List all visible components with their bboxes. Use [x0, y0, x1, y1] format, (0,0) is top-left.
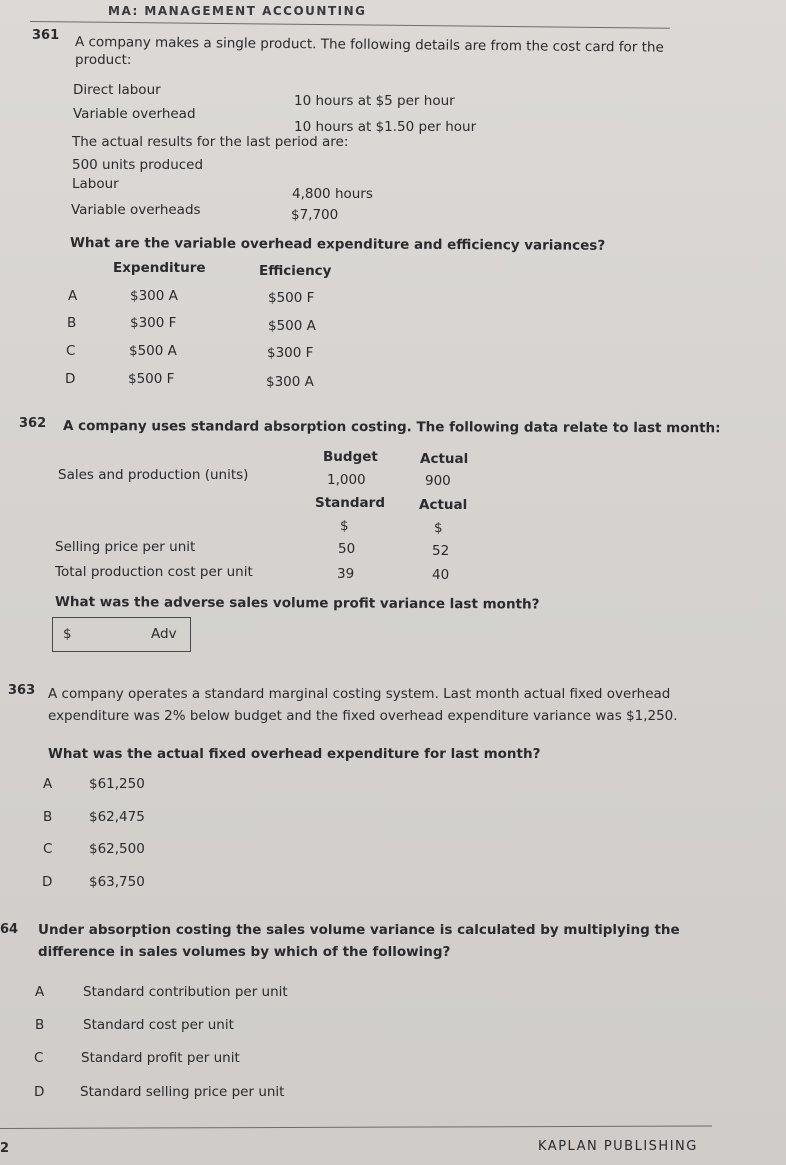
q364-option-b-text: Standard cost per unit: [83, 1017, 234, 1033]
q362-row-standard-1: 39: [337, 566, 355, 582]
q362-currency-standard: $: [340, 518, 349, 534]
q361-option-letter-a: A: [68, 288, 78, 304]
footer-rule: [0, 1126, 712, 1129]
q361-col-header-expenditure: Expenditure: [113, 260, 206, 276]
q363-option-letter-b: B: [43, 809, 53, 825]
q361-option-letter-d: D: [65, 371, 76, 387]
q362-units-budget: 1,000: [327, 472, 366, 488]
q362-answer-box[interactable]: [52, 617, 191, 652]
running-header: MA: MANAGEMENT ACCOUNTING: [108, 4, 367, 18]
q361-option-a-expenditure: $300 A: [130, 288, 178, 304]
q364-option-letter-a: A: [35, 984, 45, 1000]
q364-option-letter-b: B: [35, 1017, 45, 1033]
q362-number: 362: [19, 416, 47, 431]
q361-col-header-efficiency: Efficiency: [259, 263, 332, 279]
q362-currency-actual: $: [434, 520, 443, 536]
q363-option-a-text: $61,250: [89, 776, 145, 792]
q361-option-b-expenditure: $300 F: [130, 315, 177, 331]
q364-option-a-text: Standard contribution per unit: [83, 984, 288, 1000]
q361-card-label-1: Variable overhead: [73, 106, 196, 122]
q364-option-c-text: Standard profit per unit: [81, 1050, 240, 1066]
q362-answer-prefix: $: [63, 626, 72, 642]
q361-option-c-expenditure: $500 A: [129, 343, 177, 359]
q362-row-actual-1: 40: [432, 567, 450, 583]
q362-row-actual-0: 52: [432, 543, 450, 559]
header-rule: [30, 21, 670, 29]
q363-option-letter-c: C: [43, 841, 53, 857]
q361-number: 361: [32, 28, 60, 43]
q361-card-value-0: 10 hours at $5 per hour: [294, 93, 455, 109]
q363-option-b-text: $62,475: [89, 809, 145, 825]
q362-row-label-1: Total production cost per unit: [55, 564, 253, 580]
q363-question: What was the actual fixed overhead expenditure for last month?: [48, 746, 541, 762]
q363-intro-line2: expenditure was 2% below budget and the fixed overhead expenditure variance was $1,250.: [48, 708, 678, 724]
q361-units-line: 500 units produced: [72, 157, 204, 173]
q364-intro-line1: Under absorption costing the sales volume variance is calculated by multiplying the: [38, 922, 680, 938]
q363-option-c-text: $62,500: [89, 841, 145, 857]
publisher-name: KAPLAN PUBLISHING: [538, 1139, 698, 1154]
q361-intro-line2: product:: [75, 52, 132, 68]
q364-intro-line2: difference in sales volumes by which of the following?: [38, 944, 451, 960]
q361-card-value-1: 10 hours at $1.50 per hour: [294, 119, 477, 135]
q361-option-letter-b: B: [67, 315, 77, 331]
q363-option-letter-a: A: [43, 776, 53, 792]
q361-actual-label-0: Labour: [72, 176, 119, 192]
q363-option-letter-d: D: [42, 874, 53, 890]
q361-actual-value-0: 4,800 hours: [292, 186, 373, 202]
q361-card-label-0: Direct labour: [73, 82, 161, 98]
q361-actual-intro: The actual results for the last period are:: [72, 134, 349, 150]
q362-head-actual: Actual: [420, 451, 469, 467]
q361-option-d-expenditure: $500 F: [128, 371, 175, 387]
q362-head-actual-2: Actual: [419, 497, 468, 513]
q361-option-a-efficiency: $500 F: [268, 290, 315, 306]
q361-option-letter-c: C: [66, 343, 76, 359]
q364-option-d-text: Standard selling price per unit: [80, 1084, 285, 1100]
q364-number: 64: [0, 922, 19, 937]
q362-units-label: Sales and production (units): [58, 467, 249, 483]
q361-option-b-efficiency: $500 A: [268, 318, 316, 334]
q362-intro: A company uses standard absorption costing. The following data relate to last month:: [62, 418, 721, 437]
q361-option-d-efficiency: $300 A: [266, 374, 314, 390]
q362-row-standard-0: 50: [338, 541, 356, 557]
q363-intro-line1: A company operates a standard marginal costing system. Last month actual fixed overhead: [48, 686, 671, 702]
q362-head-budget: Budget: [323, 449, 378, 465]
q361-question: What are the variable overhead expenditure and efficiency variances?: [69, 235, 606, 254]
q361-intro-line1: A company makes a single product. The following details are from the cost card for the: [74, 34, 664, 56]
q362-question: What was the adverse sales volume profit variance last month?: [54, 594, 540, 613]
q363-number: 363: [8, 683, 36, 698]
q362-row-label-0: Selling price per unit: [55, 539, 196, 555]
q363-option-d-text: $63,750: [89, 874, 145, 890]
q362-units-actual: 900: [425, 473, 451, 489]
q362-head-standard: Standard: [315, 495, 385, 511]
q361-option-c-efficiency: $300 F: [267, 345, 314, 361]
q364-option-letter-d: D: [34, 1084, 45, 1100]
q362-answer-suffix: Adv: [151, 626, 177, 642]
page-number: 2: [0, 1141, 11, 1156]
q361-actual-value-1: $7,700: [291, 207, 339, 223]
q361-actual-label-1: Variable overheads: [71, 202, 201, 218]
q364-option-letter-c: C: [34, 1050, 44, 1066]
